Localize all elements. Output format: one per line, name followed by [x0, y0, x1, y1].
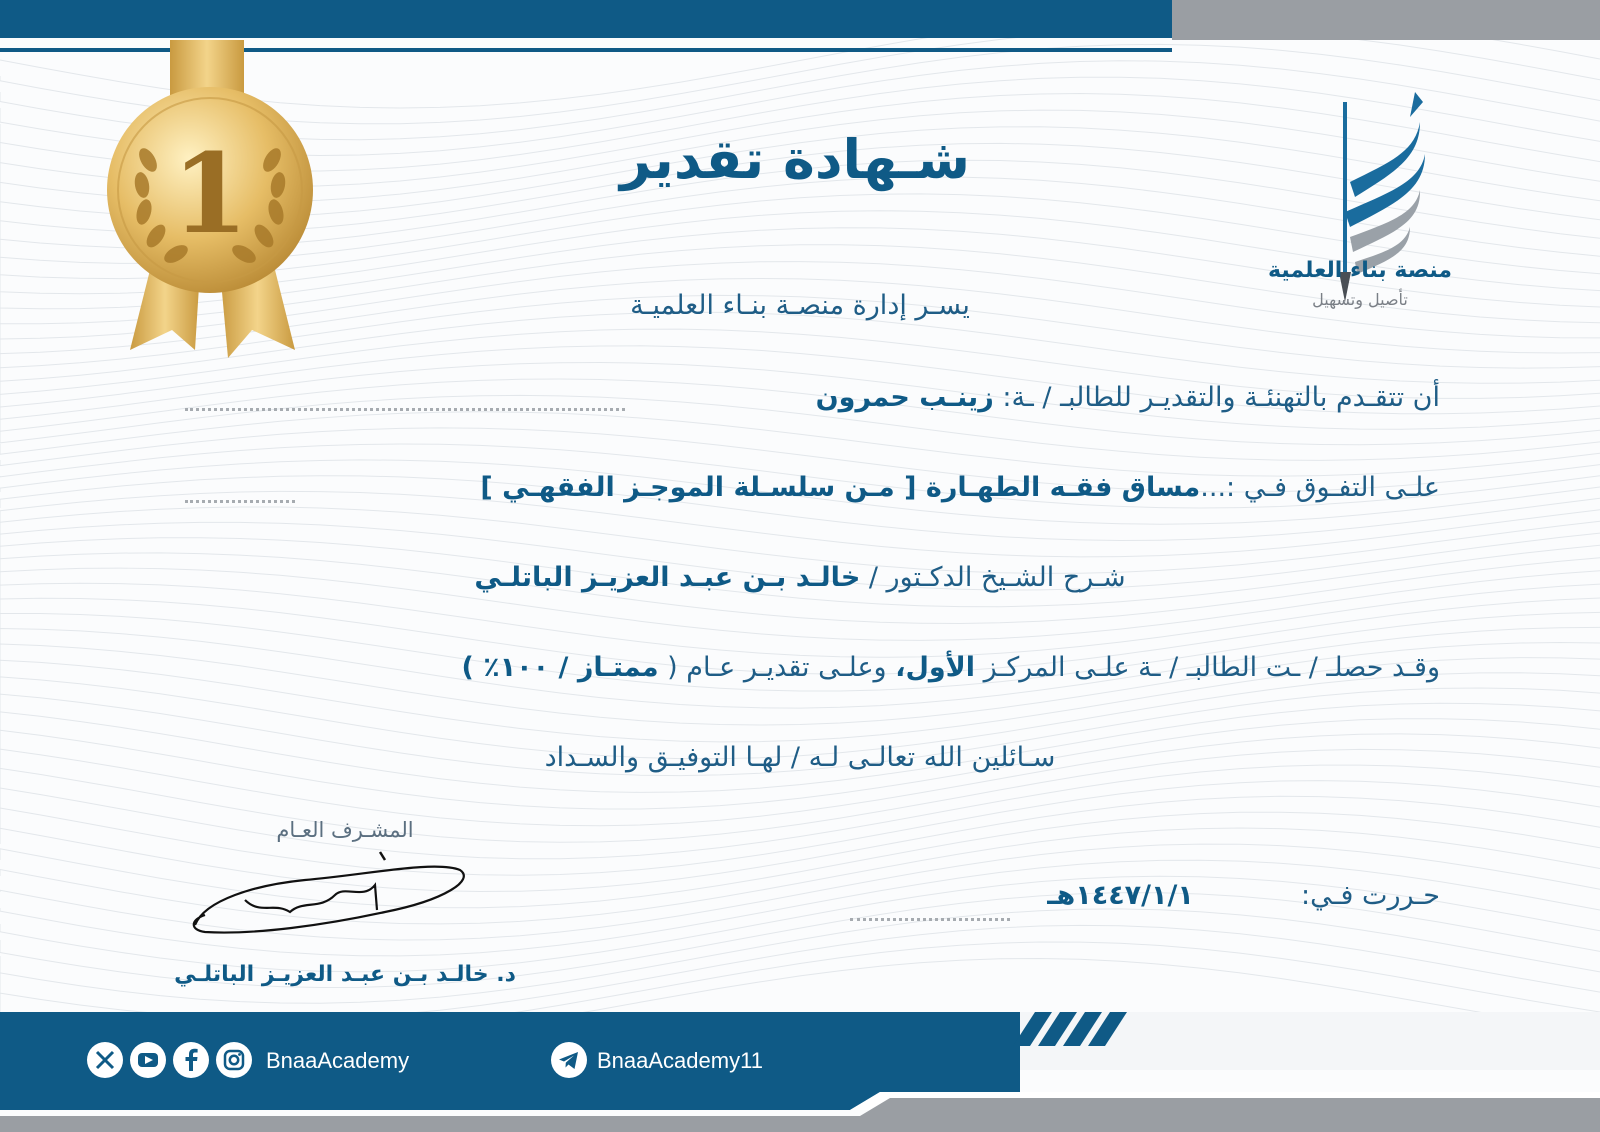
top-gray-band [1172, 0, 1600, 40]
grade: ممتـاز / ١٠٠٪ ) [461, 652, 659, 683]
course-name: مساق فقـه الطهـارة [ مـن سلسـلة الموجـز الفقهـي ] [480, 472, 1201, 503]
supervisor-label: المشـرف العـام [276, 818, 414, 842]
youtube-icon[interactable] [129, 1041, 167, 1079]
dotted-line-course [185, 500, 295, 503]
explain-prefix: شـرح الشـيخ الدكـتور / [868, 562, 1126, 593]
supervisor-name: د. خالـد بـن عبـد العزيـز الباتلـي [174, 962, 516, 987]
intro-line [560, 290, 1040, 321]
facebook-icon[interactable] [172, 1041, 210, 1079]
dotted-line-date [850, 918, 1010, 921]
sheikh-name: خالـد بـن عبـد العزيـز الباتلـي [474, 562, 861, 593]
result-line [461, 652, 1440, 683]
certificate-title: شـهادة تقدير [619, 128, 971, 191]
bnaa-logo-icon [1295, 62, 1475, 322]
grade-prefix: وعلـى تقديـر عـام ( [667, 652, 887, 683]
rank: الأول، [895, 652, 976, 683]
congrats-line [816, 382, 1440, 413]
dotted-line-name [185, 408, 625, 411]
top-blue-band [0, 0, 1172, 38]
intro-text: يسـر إدارة منصـة بنـاء العلميـة [630, 290, 970, 321]
result-prefix: وقـد حصلـ / ـت الطالبـ / ـة علـى المركـز [983, 652, 1440, 683]
logo-name: منصة بناء العلمية [1268, 258, 1452, 283]
congrats-prefix: أن تتقـدم بالتهنئـة والتقديـر للطالبـ / ـة: [1002, 382, 1440, 413]
logo-tagline: تأصيل وتسهيل [1312, 290, 1408, 309]
x-icon[interactable] [86, 1041, 124, 1079]
wave-line [0, 412, 1600, 476]
issue-date: ١٤٤٧/١/١هـ [1047, 880, 1194, 911]
excel-prefix: علـى التفـوق فـي :... [1200, 472, 1440, 503]
closing-text: سـائلين الله تعالـى لـه / لهـا التوفيـق والسـداد [544, 742, 1056, 773]
excel-line [480, 472, 1440, 503]
social-handle[interactable]: BnaaAcademy [266, 1048, 410, 1073]
date-line [1047, 880, 1440, 911]
student-name: زينـب حمرون [815, 382, 994, 413]
gold-medal-icon [100, 40, 330, 370]
telegram-handle[interactable]: BnaaAcademy11 [597, 1048, 763, 1073]
date-prefix: حـررت فـي: [1301, 880, 1440, 911]
medal-number: 1 [171, 129, 249, 258]
instagram-icon[interactable] [215, 1041, 253, 1079]
supervisor-signature [185, 840, 475, 960]
closing-line [440, 742, 1160, 773]
telegram-icon[interactable] [550, 1041, 588, 1079]
explain-line [400, 562, 1200, 593]
